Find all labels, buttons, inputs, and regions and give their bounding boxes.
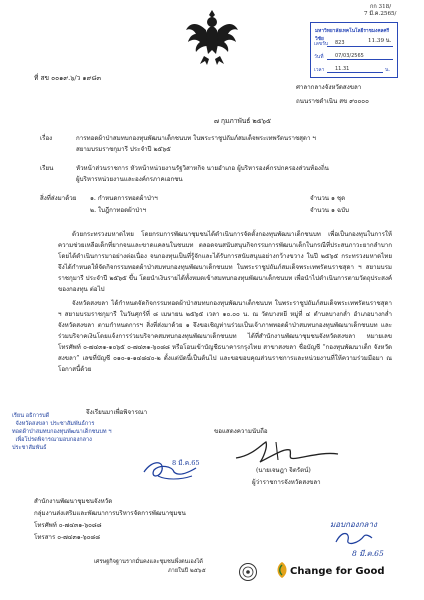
receipt-time-value: 11.31 [335,66,350,72]
doc-number: ที่ สข ๐๐๑๙.๖/ว ๑๙๘๓ [34,74,102,82]
ref-time: 11.39 น. [368,38,392,44]
footer-phone: โทรศัพท์ ๐-๗๔๓๑-๖๐๘๘ [34,522,102,529]
handwritten-note-left: เรียน อธิการบดี จังหวัดสงขลา ประชาสัมพันธ์การ ทอดผ้าป่าสมทบกองทุนพัฒนาเด็กชนบท ฯ เพื่อโปรดพิจารณามอบกองกลาง ประชาสัมพันธ์ [12,413,112,451]
receipt-date-label: วันที่ [314,54,324,60]
handwritten-note-right-1: มอบกองกลาง [330,520,377,529]
footer-division: กลุ่มงานส่งเสริมและพัฒนาการบริหารจัดการพัฒนาชุมชน [34,510,186,517]
footer-office: สำนักงานพัฒนาชุมชนจังหวัด [34,498,113,505]
body-paragraph-1: ด้วยกระทรวงมหาดไทย โดยกรมการพัฒนาชุมชนได้ดำเนินการจัดตั้งกองทุนพัฒนาเด็กชนบท เพื่อเป็นกองทุนในการให้ความช่วยเหลือเด็กที่ยากจนและขาดแคลนในชนบท ตลอดจนสนับสนุนกิจกรรมการพัฒนาเด็กในกรณีที่ประสบภาวะยากลำบาก โดยได้ดำเนินการมาอย่างต่อเนื่อง จนกองทุนเป็นที่รู้จักและได้รับการสนับสนุนอย่างกว้างขวาง ในปี ๒๕๖๕ กระทรวงมหาดไทยจึงได้กำหนดให้จัดกิจกรรมทอดผ้าป่าสมทบกองทุนพัฒนาเด็กชนบท ในพระราชูปถัมภ์สมเด็จพระเทพรัตนราชสุดา ฯ สยามบรมราชกุมารี ประจำปี ๒๕๖๕ ขึ้น โดยนำเงินรายได้ทั้งหมดเข้าสมทบกองทุนพัฒนาเด็กชนบท เพื่อนำไปดำเนินการตามวัตถุประสงค์ของกองทุน ต่อไป [58,231,392,293]
to-line-1: หัวหน้าส่วนราชการ หัวหน้าหน่วยงานรัฐวิสาหกิจ นายอำเภอ ผู้บริหารองค์กรปกครองส่วนท้องถิ่น [76,165,329,172]
receipt-org: มหาวิทยาลัยเทคโนโลยีราชมงคลศรีวิชัย [315,29,390,42]
footer-year-note: ภายในปี ๒๕๖๕ [168,568,206,574]
subject-line-1: การทอดผ้าป่าสมทบกองทุนพัฒนาเด็กชนบท ในพระราชูปถัมภ์สมเด็จพระเทพรัตนราชสุดา ฯ [76,135,316,142]
governor-signature-icon [232,438,342,466]
receipt-time-unit: น. [385,67,391,73]
body-paragraph-2: จังหวัดสงขลา ได้กำหนดจัดกิจกรรมทอดผ้าป่าสมทบกองทุนพัฒนาเด็กชนบท ในพระราชูปถัมภ์สมเด็จพระเทพรัตนราชสุดา ฯ สยามบรมราชกุมารี ในวันศุกร์ที่ ๘ เมษายน ๒๕๖๕ เวลา ๑๐.๐๐ น. ณ วัดบางหยี หมู่ที่ ๔ ตำบลบางกล่ำ อำเภอบางกล่ำ จังหวัดสงขลา ตามกำหนดการฯ สิ่งที่ส่งมาด้วย ๑ จึงขอเชิญท่านร่วมเป็นเจ้าภาพทอดผ้าป่าสมทบกองทุนพัฒนาเด็กชนบท และร่วมบริจาคเงินโดยแจ้งการร่วมบริจาคสมทบกองทุนพัฒนาเด็กชนบท ได้ที่สำนักงานพัฒนาชุมชนจังหวัดสงขลา หมายเลขโทรศัพท์ ๐-๗๔๓๑-๑๐๖๕ ๐-๗๔๓๑-๖๐๘๘ หรือโอนเข้าบัญชีธนาคารกรุงไทย สาขาสงขลา ชื่อบัญชี “กองทุนพัฒนาเด็ก จังหวัดสงขลา” เลขที่บัญชี ๐๑๐-๑-๑๔๘๔๐-๒ ตั้งแต่บัดนี้เป็นต้นไป และขอขอบคุณส่วนราชการและหน่วยงานที่ให้ความร่วมมือมา ณ โอกาสนี้ด้วย [58,300,392,373]
handwritten-note-right-2: 8 มี.ค.65 [352,549,384,558]
attachments-label: สิ่งที่ส่งมาด้วย [40,195,77,202]
receipt-no-value: 823 [335,40,345,46]
signer-name: (นายเจษฎา จิตรัตน์) [256,467,311,474]
receipt-time-label: เวลา [314,67,325,73]
attachment-item-1: ๑. กำหนดการทอดผ้าป่าฯ [90,195,158,202]
receipt-no-label: เลขรับ [314,41,329,47]
garuda-emblem-icon [184,6,240,68]
attachment-qty-2: จำนวน ๑ ฉบับ [310,207,349,214]
agency-seal-icon [238,562,258,582]
receipt-stamp [310,22,398,78]
to-line-2: ผู้บริหารหน่วยงานและองค์กรภาคเอกชน [76,176,183,183]
change-for-good-text: Change for Good [290,566,385,577]
ref-number: กก 318/ [370,4,392,10]
attachment-item-2: ๒. ใบฎีกาทอดผ้าป่าฯ [90,207,147,214]
attachment-qty-1: จำนวน ๑ ชุด [310,195,346,202]
subject-line-2: สยามบรมราชกุมารี ประจำปี ๒๕๖๕ [76,146,171,153]
footer-economy-note: เศรษฐกิจฐานรากมั่นคงและชุมชนพึ่งตนเองได้ [94,559,203,565]
handwritten-date-mid: 8 มี.ค.65 [172,459,200,467]
agency-address: ถนนราชดำเนิน สข ๙๐๐๐๐ [296,98,369,105]
director-signature-icon [334,528,374,548]
body-paragraph-3: จึงเรียนมาเพื่อพิจารณา [86,409,148,416]
footer-fax: โทรสาร ๐-๗๔๓๑-๖๐๘๘ [34,534,100,541]
agency-name: ศาลากลางจังหวัดสงขลา [296,84,362,91]
closing-regards: ขอแสดงความนับถือ [214,428,268,435]
signer-title: ผู้ว่าราชการจังหวัดสงขลา [252,479,321,486]
receipt-date-value: 07/03/2565 [335,53,364,59]
doc-date: ๗ กุมภาพันธ์ ๒๕๖๕ [214,117,271,125]
change-for-good-logo-icon [272,560,292,580]
to-label: เรียน [40,165,54,172]
ref-date: 7 มี.ค.2565/ [364,11,397,17]
subject-label: เรื่อง [40,135,53,142]
